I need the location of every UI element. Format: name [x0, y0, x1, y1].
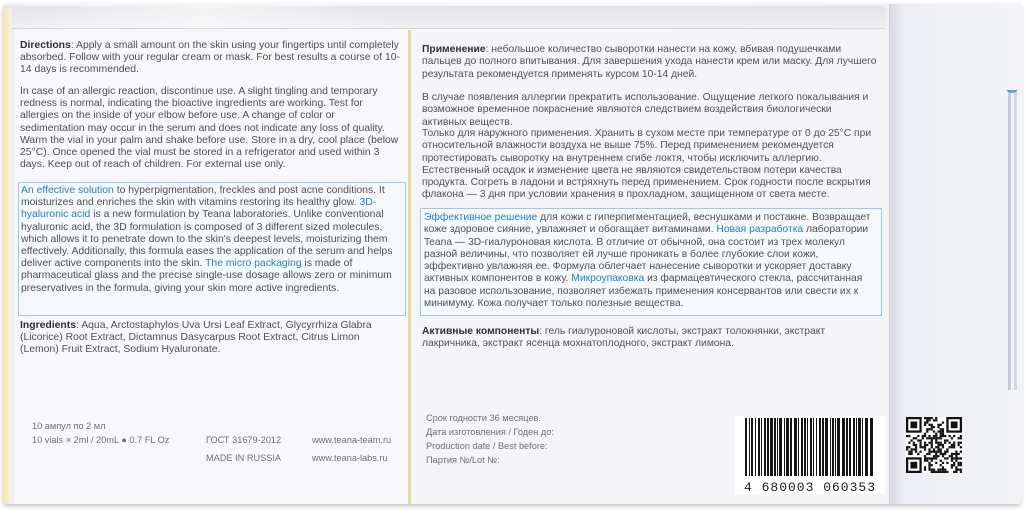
- directions-paragraph: [20, 40, 400, 77]
- effective-highlight-ru: Эффективное решение: [424, 212, 538, 223]
- ingredients-paragraph: [20, 320, 400, 357]
- active-components-paragraph: [422, 326, 877, 351]
- active-components-label: Активные компоненты: [422, 326, 540, 337]
- lot-number-text: Партия №/Lot №:: [426, 455, 500, 465]
- ean-barcode: [735, 416, 885, 494]
- barcode-bars: [739, 418, 881, 480]
- effective-text-en: to hyperpigmentation, freckles and post acne conditions. It moisturizes and enriches the skin with vitamins restoring its healthy glow.: [21, 185, 385, 209]
- effective-highlight-en: An effective solution: [21, 185, 114, 196]
- website-2: www.teana-labs.ru: [312, 453, 388, 463]
- new-highlight-ru: Новая разработка: [716, 224, 804, 236]
- gost-text: ГОСТ 31679-2012: [206, 435, 282, 445]
- shelf-life-text: Срок годности 36 месяцев.: [426, 413, 541, 423]
- micro-text-ru: из фармацевтического стекла, рассчитанная на разовое использование, позволяет избежать применения консервантов или свести их к минимуму. Кожа получает только полезные вещества.: [424, 273, 863, 310]
- manufacture-date-text: Дата изготовления / Годен до:: [426, 427, 554, 437]
- production-date-text: Production date / Best before:: [426, 441, 548, 451]
- active-components-text: : гель гиалуроновой кислоты, экстракт толокнянки, экстракт лакричника, экстракт ясенца мохнатоплодного, экстракт лимона.: [422, 326, 826, 350]
- application-text: : небольшое количество сыворотки нанести на кожу, вбивая подушечками пальцев до полного впитывания. Для завершения ухода нанести крем или маску. Для лучшего результата рекомендуется применять курсом 10-14 дней.: [422, 44, 877, 80]
- vials-volume-en: 10 vials × 2ml / 20mL ● 0.7 FL Oz: [32, 435, 170, 445]
- micro-highlight-ru: Микроупаковка: [571, 273, 645, 285]
- box-left-edge: [3, 8, 12, 502]
- description-paragraph-ru: [424, 212, 876, 310]
- allergy-paragraph-ru: В случае появления аллергии прекратить использование. Ощущение легкого покалывания и возможное временное покраснение являются следствием воздействия биологически активных веществ.: [422, 92, 869, 128]
- application-label: Применение: [422, 44, 486, 55]
- micro-highlight-en: The micro packaging: [205, 258, 302, 270]
- storage-paragraph-ru: Только для наружного применения. Хранить в сухом месте при температуре от 0 до 25°С при относительной влажности воздуха не выше 75%. Перед применением рекомендуется протестировать сыворотку на внутреннем сгибе локтя, чтобы исключить аллергию. Естественный осадок и изменение цвета не являются свидетельством потери качества продукта. Согреть в ладони и встряхнуть перед применением. Срок годности после вскрытия флакона — 3 дня при условии хранения в прохладном, защищенном от света месте.: [422, 128, 872, 201]
- ingredients-text: : Aqua, Arctostaphylos Uva Ursi Leaf Extract, Glycyrrhiza Glabra (Licorice) Root Extract, Dictamnus Dasycarpus Root Extract, Citrus Limon (Lemon) Fruit Extract, Sodium Hyaluronate.: [20, 320, 372, 356]
- ingredients-label: Ingredients: [20, 320, 77, 331]
- new-text-ru: лаборатории Teana — 3D-гиалуроновая кислота. В отличие от обычной, она состоит из трех молекул разной величины, что позволяет ей лучше проникать в более глубокие слои кожи, эффективно увлажняя ее. Формула облегчает нанесение сыворотки и ускоряет доставку активных компонентов в кожу.: [424, 224, 869, 285]
- side-brand-lettering: [1004, 90, 1020, 390]
- barcode-digits: 4 680003 060353: [743, 480, 877, 495]
- hyaluronic-highlight-en: 3D-hyaluronic acid: [21, 197, 377, 221]
- made-in-text: MADE IN RUSSIA: [206, 453, 282, 463]
- effective-text-ru: для кожи с гиперпигментацией, веснушками и постакне. Возвращает коже здоровое сияние, увлажняет и обогащает витаминами.: [424, 212, 871, 236]
- allergy-paragraph-en: In case of an allergic reaction, discontinue use. A slight tingling and temporary redness is normal, indicating the bioactive ingredients are working. Test for allergies on the inside of your elbow before use. A change of color or sedimentation may occur in the serum and does not indicate any loss of quality. Warm the vial in your palm and shake before use. Store in a dry, cool place (below 25°C). Once opened the vial must be stored in a refrigerator and used within 3 days. Keep out of reach of children. For external use only.: [20, 86, 399, 171]
- vials-count-ru: 10 ампул по 2 мл: [32, 421, 106, 431]
- directions-label: Directions: [20, 40, 71, 51]
- description-paragraph-en: [21, 185, 402, 295]
- directions-text: : Apply a small amount on the skin using your fingertips until completely absorbed. Follow with your regular cream or mask. For best results a course of 10-14 days is recommended.: [20, 40, 400, 76]
- hyaluronic-text-en: is a new formulation by Teana laboratories. Unlike conventional hyaluronic acid, the 3D formulation is composed of 3 different sized molecules, which allows it to penetrate down to the skin's deepest levels, moisturizing them effectively. Additionally, this formula eases the application of the serum and helps deliver active components into the skin.: [21, 209, 393, 270]
- qr-code: [906, 417, 962, 473]
- website-1: www.teana-team.ru: [312, 435, 392, 445]
- application-paragraph: [422, 44, 877, 81]
- qr-code-pattern: [906, 417, 962, 473]
- micro-text-en: is made of pharmaceutical glass and the precise single-use dosage allows zero or minimum preservatives in the formula, giving your skin more active ingredients.: [21, 258, 392, 294]
- box-top-fold: [5, 6, 885, 29]
